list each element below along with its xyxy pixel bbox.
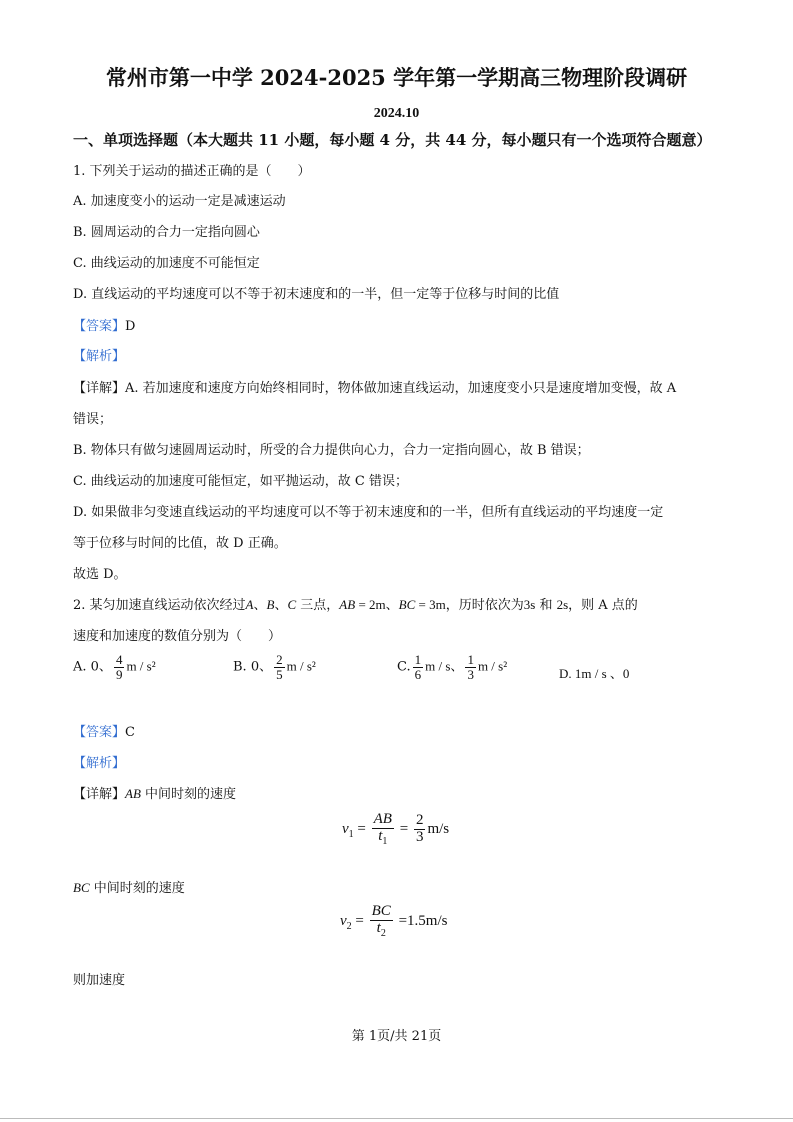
- segment-ab: AB: [339, 597, 356, 612]
- numerator: 1: [414, 652, 422, 667]
- numerator: 4: [115, 652, 123, 667]
- unit: m / s: [425, 658, 451, 674]
- stem-text: ，则 A 点的: [568, 598, 638, 613]
- segment-bc: BC: [398, 597, 416, 612]
- option-label: B. 0、: [233, 659, 273, 675]
- detail-text: A. 若加速度和速度方向始终相同时，物体做加速直线运动，加速度变小只是速度增加变慢，故 A: [125, 381, 677, 396]
- unit: m / s²: [286, 658, 316, 674]
- point-a: A: [245, 597, 254, 612]
- q2-then-acc: 则加速度: [73, 973, 126, 988]
- subscript: 1: [348, 829, 354, 841]
- stem-text: ，历时依次为: [445, 598, 524, 613]
- q1-answer: [73, 315, 135, 334]
- unit: m/s: [427, 821, 450, 838]
- q1-conclusion: 故选 D。: [73, 567, 127, 582]
- q1-detail-line: D. 如果做非匀变速直线运动的平均速度可以不等于初末速度和的一半，但所有直线运动的平均速度一定: [73, 505, 664, 520]
- numerator: 2: [276, 652, 283, 667]
- fraction: [370, 904, 393, 939]
- var-v: v: [342, 821, 349, 838]
- fraction: [114, 653, 125, 681]
- q2-option-b: [233, 653, 316, 681]
- denominator: t: [376, 919, 381, 936]
- q2-detail-line: [73, 783, 236, 802]
- q1-option-d: D. 直线运动的平均速度可以不等于初末速度和的一半，但一定等于位移与时间的比值: [73, 287, 560, 302]
- q2-option-a: [73, 653, 156, 681]
- denominator: 3: [467, 666, 474, 682]
- numerator: 2: [415, 812, 424, 829]
- denominator: 6: [414, 666, 422, 682]
- time-1: 3s: [523, 597, 536, 612]
- fraction: [413, 653, 424, 681]
- segment-ab: AB: [125, 786, 141, 801]
- stem-text: 2. 某匀加速直线运动依次经过: [73, 598, 246, 613]
- q1-option-b: B. 圆周运动的合力一定指向圆心: [73, 225, 260, 240]
- stem-text: 和: [535, 598, 557, 613]
- q2-detail-line: [73, 877, 185, 896]
- q1-stem: 1. 下列关于运动的描述正确的是（ ）: [73, 164, 311, 179]
- q1-detail-line: 错误；: [73, 412, 113, 427]
- unit: m / s²: [126, 658, 156, 674]
- detail-tag: 【详解】: [73, 787, 126, 802]
- answer-value: C: [125, 725, 135, 740]
- sep: 、: [274, 598, 288, 613]
- sep: 、: [385, 598, 399, 613]
- answer-value: D: [125, 319, 136, 334]
- subscript: 1: [382, 835, 388, 847]
- q2-analysis-tag: 【解析】: [73, 756, 126, 771]
- detail-tag: 【详解】: [73, 381, 126, 396]
- equation-v1: $v_1$ = $\frac{AB}{t_1}$ = $\frac{2}{3}$ m/s: [342, 811, 450, 847]
- denominator: 9: [115, 666, 123, 682]
- sep: 、: [450, 659, 464, 675]
- q2-stem-line1: [73, 594, 638, 613]
- numerator: BC: [371, 903, 391, 919]
- subscript: 2: [380, 927, 386, 939]
- var-v: v: [340, 913, 347, 930]
- q2-stem-line2: 速度和加速度的数值分别为（ ）: [73, 629, 282, 644]
- fraction: [465, 653, 476, 681]
- q2-option-d: D. 1m / s 、0: [559, 666, 630, 681]
- numerator: AB: [373, 811, 392, 827]
- bc-length: = 3m: [415, 597, 446, 612]
- q2-option-c: [397, 653, 507, 681]
- q2-answer: [73, 721, 135, 740]
- denominator: t: [378, 827, 383, 844]
- result: 1.5m/s: [407, 913, 448, 930]
- equation-v2: $v_2$ = $\frac{BC}{t_2}$ =1.5m/s: [340, 903, 448, 939]
- numerator: 1: [467, 652, 474, 667]
- fraction: [414, 813, 426, 846]
- fraction: [274, 653, 285, 681]
- detail-text: 中间时刻的速度: [140, 787, 237, 802]
- q1-detail-line: B. 物体只有做匀速圆周运动时，所受的合力提供向心力，合力一定指向圆心，故 B 错误；: [73, 443, 590, 458]
- sep: 、: [253, 598, 267, 613]
- ab-length: = 2m: [355, 597, 386, 612]
- denominator: 5: [276, 666, 283, 682]
- fraction: [372, 812, 394, 847]
- subscript: 2: [346, 921, 352, 933]
- point-c: C: [287, 597, 297, 612]
- q1-detail-line: [73, 377, 676, 396]
- page-footer: 第 1页/共 21页: [351, 1029, 442, 1044]
- page-divider: [0, 1118, 793, 1119]
- detail-text: 中间时刻的速度: [89, 881, 185, 896]
- q1-option-a: A. 加速度变小的运动一定是减速运动: [73, 194, 286, 209]
- q1-detail-line: 等于位移与时间的比值，故 D 正确。: [73, 536, 287, 551]
- option-label: C.: [397, 659, 411, 675]
- section-heading: 一、单项选择题（本大题共 11 小题，每小题 4 分，共 44 分，每小题只有一个选项符合题意）: [73, 131, 712, 149]
- point-b: B: [266, 597, 275, 612]
- segment-bc: BC: [73, 880, 90, 895]
- unit: m / s²: [477, 658, 508, 674]
- page-title: 常州市第一中学 2024-2025 学年第一学期高三物理阶段调研: [105, 65, 688, 90]
- q1-detail-line: C. 曲线运动的加速度可能恒定，如平抛运动，故 C 错误；: [73, 474, 408, 489]
- time-2: 2s: [556, 597, 569, 612]
- denominator: 3: [415, 829, 424, 846]
- q1-option-c: C. 曲线运动的加速度不可能恒定: [73, 256, 260, 271]
- exam-date: 2024.10: [373, 106, 420, 121]
- q1-analysis-tag: 【解析】: [73, 349, 126, 364]
- answer-tag: 【答案】: [73, 319, 126, 334]
- answer-tag: 【答案】: [73, 725, 126, 740]
- stem-text: 三点，: [296, 598, 340, 613]
- option-label: A. 0、: [73, 659, 112, 675]
